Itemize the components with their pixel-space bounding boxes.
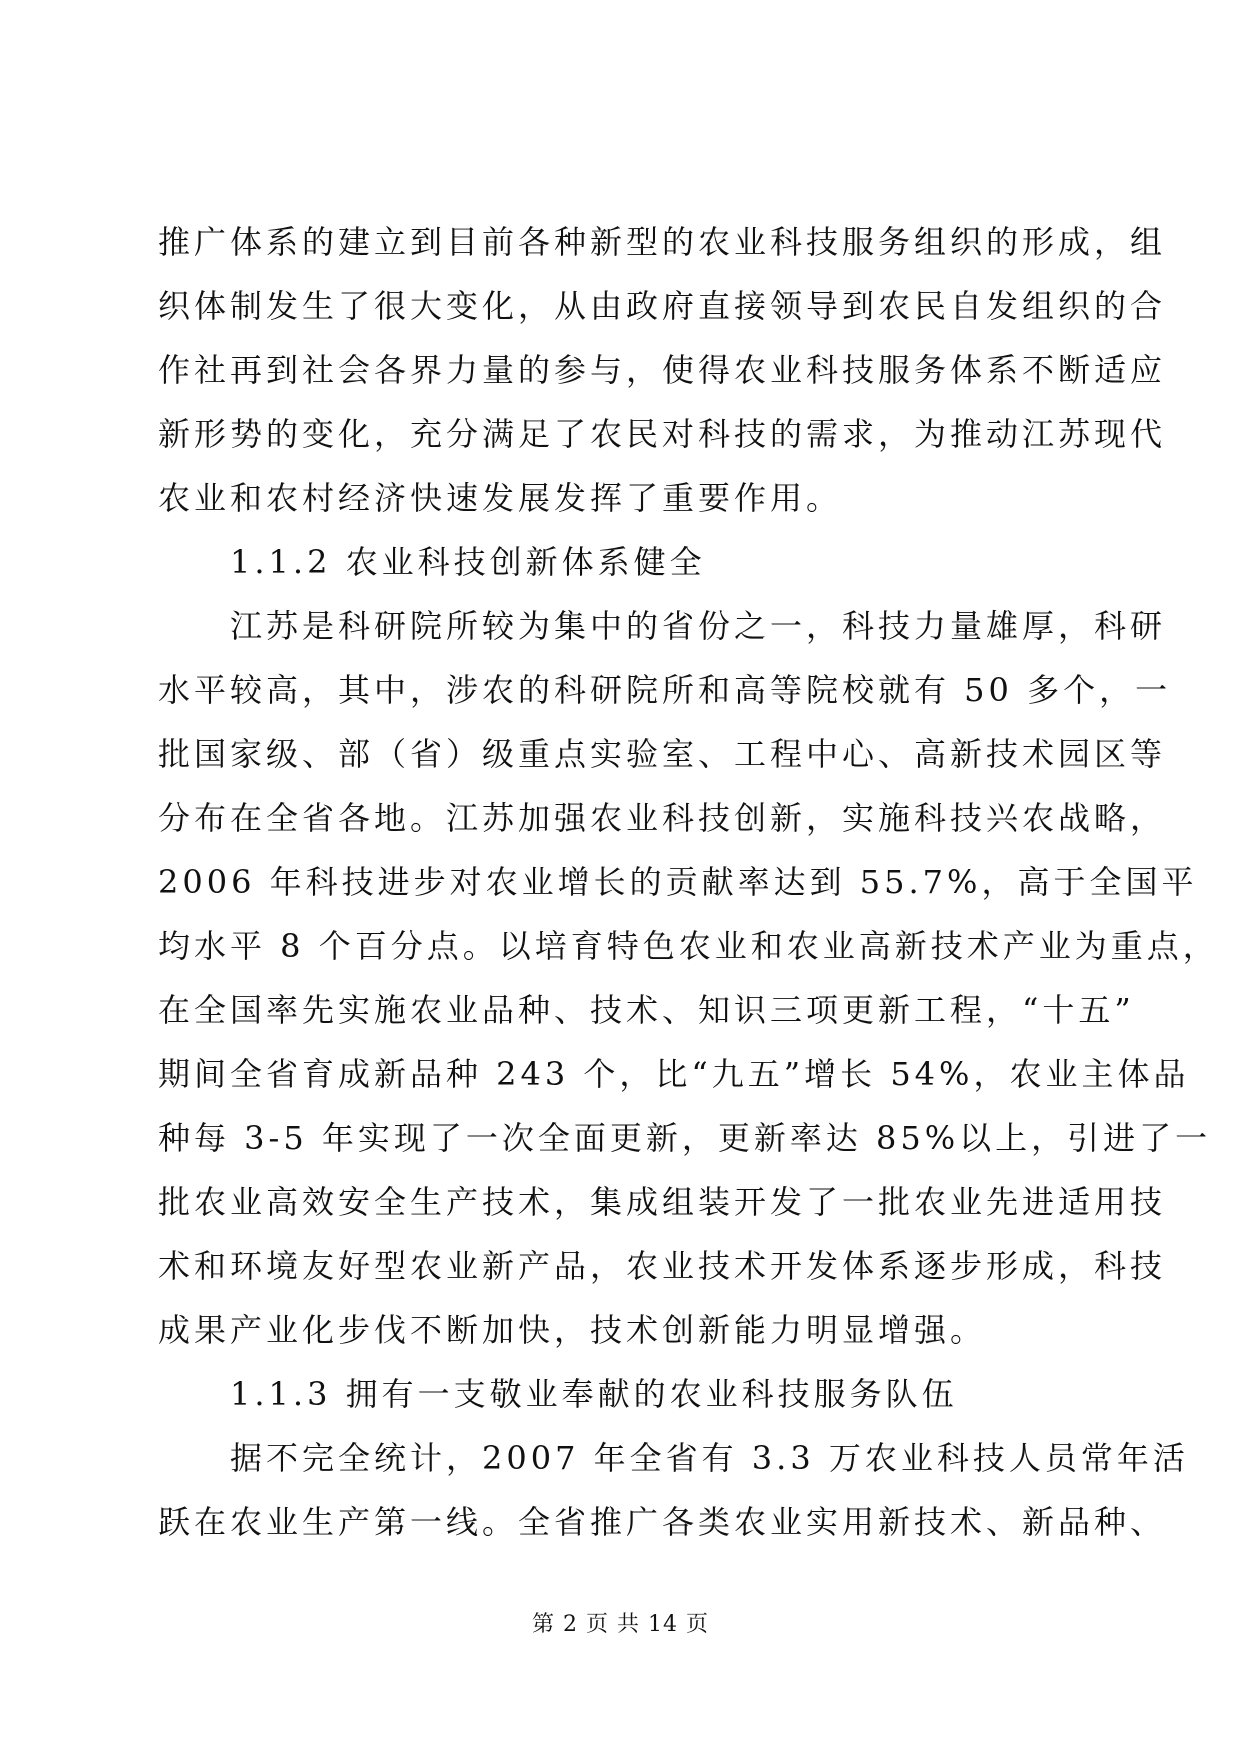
text-line: 批国家级、部（省）级重点实验室、工程中心、高新技术园区等: [158, 735, 1167, 773]
text-line: 种每 3-5 年实现了一次全面更新，更新率达 85%以上，引进了一: [158, 1119, 1212, 1157]
text-line: 农业和农村经济快速发展发挥了重要作用。: [158, 479, 843, 517]
text-line: 新形势的变化，充分满足了农民对科技的需求，为推动江苏现代: [158, 415, 1167, 453]
text-line: 织体制发生了很大变化，从由政府直接领导到农民自发组织的合: [158, 287, 1167, 325]
text-line: 分布在全省各地。江苏加强农业科技创新，实施科技兴农战略，: [158, 799, 1167, 837]
text-line: 水平较高，其中，涉农的科研院所和高等院校就有 50 多个，一: [158, 671, 1172, 709]
section-heading: 1.1.2 农业科技创新体系健全: [230, 543, 706, 581]
text-line: 批农业高效安全生产技术，集成组装开发了一批农业先进适用技: [158, 1183, 1167, 1221]
text-line: 成果产业化步伐不断加快，技术创新能力明显增强。: [158, 1311, 987, 1349]
text-line: 在全国率先实施农业品种、技术、知识三项更新工程，“十五”: [158, 991, 1135, 1029]
page-number-footer: 第 2 页 共 14 页: [532, 1612, 709, 1637]
text-line: 期间全省育成新品种 243 个，比“九五”增长 54%，农业主体品: [158, 1055, 1190, 1093]
text-line: 江苏是科研院所较为集中的省份之一，科技力量雄厚，科研: [230, 607, 1167, 645]
text-line: 2006 年科技进步对农业增长的贡献率达到 55.7%，高于全国平: [158, 863, 1198, 901]
document-body: [158, 223, 1219, 1570]
text-line: 跃在农业生产第一线。全省推广各类农业实用新技术、新品种、: [158, 1503, 1167, 1541]
text-line: 术和环境友好型农业新产品，农业技术开发体系逐步形成，科技: [158, 1247, 1167, 1285]
section-heading: 1.1.3 拥有一支敬业奉献的农业科技服务队伍: [230, 1375, 958, 1413]
text-line: 作社再到社会各界力量的参与，使得农业科技服务体系不断适应: [158, 351, 1167, 389]
text-line: 均水平 8 个百分点。以培育特色农业和农业高新技术产业为重点，: [158, 927, 1219, 965]
text-line: 据不完全统计，2007 年全省有 3.3 万农业科技人员常年活: [230, 1439, 1189, 1477]
text-line: 推广体系的建立到目前各种新型的农业科技服务组织的形成，组: [158, 223, 1167, 261]
